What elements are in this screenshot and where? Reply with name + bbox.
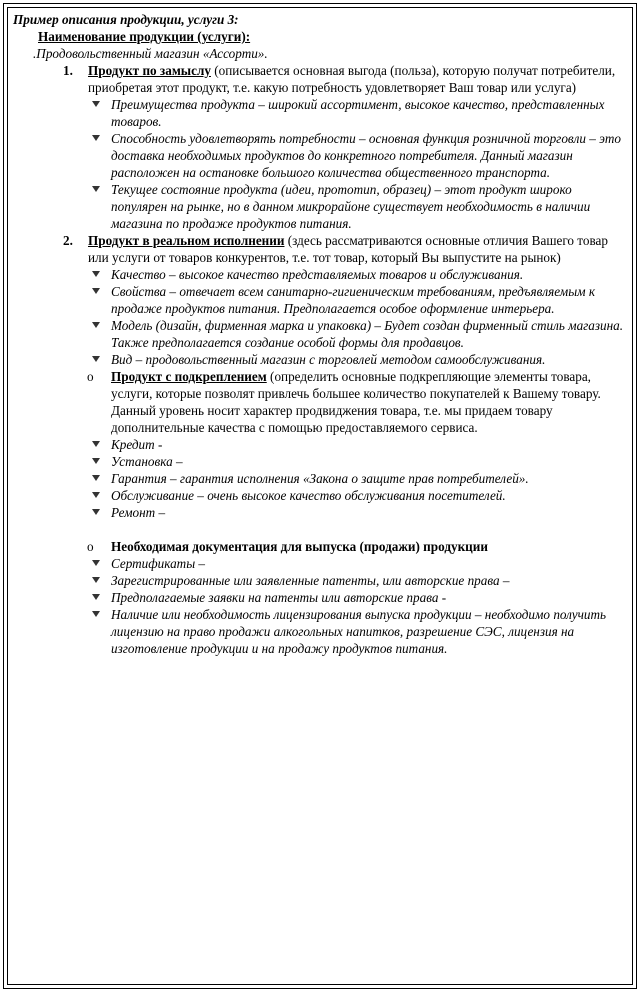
document-body <box>13 11 629 657</box>
section-heading: Наименование продукции (услуги): <box>38 29 251 44</box>
bullet-list <box>13 266 629 368</box>
list-item: Способность удовлетворять потребности – основная функция розничной торговли – это доставка необходимых продуктов до конкретного потребителя. Данный магазин расположен на остановке большого количества общественного транспорта. <box>111 130 629 181</box>
list-item: Зарегистрированные или заявленные патенты, или авторские права – <box>111 572 629 589</box>
blank-line <box>13 521 629 538</box>
bullet-list <box>13 96 629 232</box>
list-item-real-product <box>63 232 629 266</box>
list-item-documentation <box>87 538 629 555</box>
bullet-list <box>13 555 629 657</box>
list-item: Качество – высокое качество представляемых товаров и обслуживания. <box>111 266 629 283</box>
list-item: Преимущества продукта – широкий ассортимент, высокое качество, представленных товаров. <box>111 96 629 130</box>
item-label: Продукт в реальном исполнении <box>88 233 285 248</box>
item-description: (описывается основная выгода (польза), которую получат потребители, приобретая этот продукт, т.е. какую потребность удовлетворяет Ваш товар или услуга) <box>88 63 616 95</box>
list-item: Гарантия – гарантия исполнения «Закона о защите прав потребителей». <box>111 470 629 487</box>
shop-name: .Продовольственный магазин «Ассорти». <box>33 46 268 61</box>
list-item: Предполагаемые заявки на патенты или авторские права - <box>111 589 629 606</box>
bullet-list <box>13 436 629 521</box>
list-item-augmented-product <box>87 368 629 436</box>
circle-bullet: o <box>87 539 94 554</box>
circle-bullet: o <box>87 369 94 384</box>
document-title: Пример описания продукции, услуги 3: <box>13 12 239 27</box>
list-item: Свойства – отвечает всем санитарно-гигиеническим требованиям, предъявляемым к продаже продуктов питания. Предполагается особое оформление интерьера. <box>111 283 629 317</box>
item-description: (здесь рассматриваются основные отличия Вашего товар или услуги от товаров конкурентов, т.е. тот товар, который Вы выпустите на рынок) <box>88 233 608 265</box>
list-item: Наличие или необходимость лицензирования выпуска продукции – необходимо получить лицензию на право продажи алкогольных напитков, разрешение СЭС, лицензия на изготовление продукции и на продажу продуктов питания. <box>111 606 629 657</box>
item-label: Необходимая документация для выпуска (продажи) продукции <box>111 539 488 554</box>
list-item: Текущее состояние продукта (идеи, прототип, образец) – этот продукт широко популярен на рынке, но в данном микрорайоне существует необходимость в наличии магазина по продаже продуктов питания. <box>111 181 629 232</box>
list-item: Обслуживание – очень высокое качество обслуживания посетителей. <box>111 487 629 504</box>
item-label: Продукт по замыслу <box>88 63 211 78</box>
list-item: Установка – <box>111 453 629 470</box>
list-item-product-concept <box>63 62 629 96</box>
list-item: Вид – продовольственный магазин с торговлей методом самообслуживания. <box>111 351 629 368</box>
item-description: (определить основные подкрепляющие элементы товара, услуги, которые позволят привлечь большее количество покупателей к Вашему товару. Данный уровень носит характер продвиджения товара, т.е. мы придаем товару дополнительные качества с помощью предоставляемого сервиса. <box>111 369 601 435</box>
item-number: 2. <box>63 233 73 248</box>
item-number: 1. <box>63 63 73 78</box>
list-item: Ремонт – <box>111 504 629 521</box>
item-label: Продукт с подкреплением <box>111 369 267 384</box>
list-item: Кредит - <box>111 436 629 453</box>
list-item: Сертификаты – <box>111 555 629 572</box>
list-item: Модель (дизайн, фирменная марка и упаковка) – Будет создан фирменный стиль магазина. Также предполагается создание особой формы для продавцов. <box>111 317 629 351</box>
